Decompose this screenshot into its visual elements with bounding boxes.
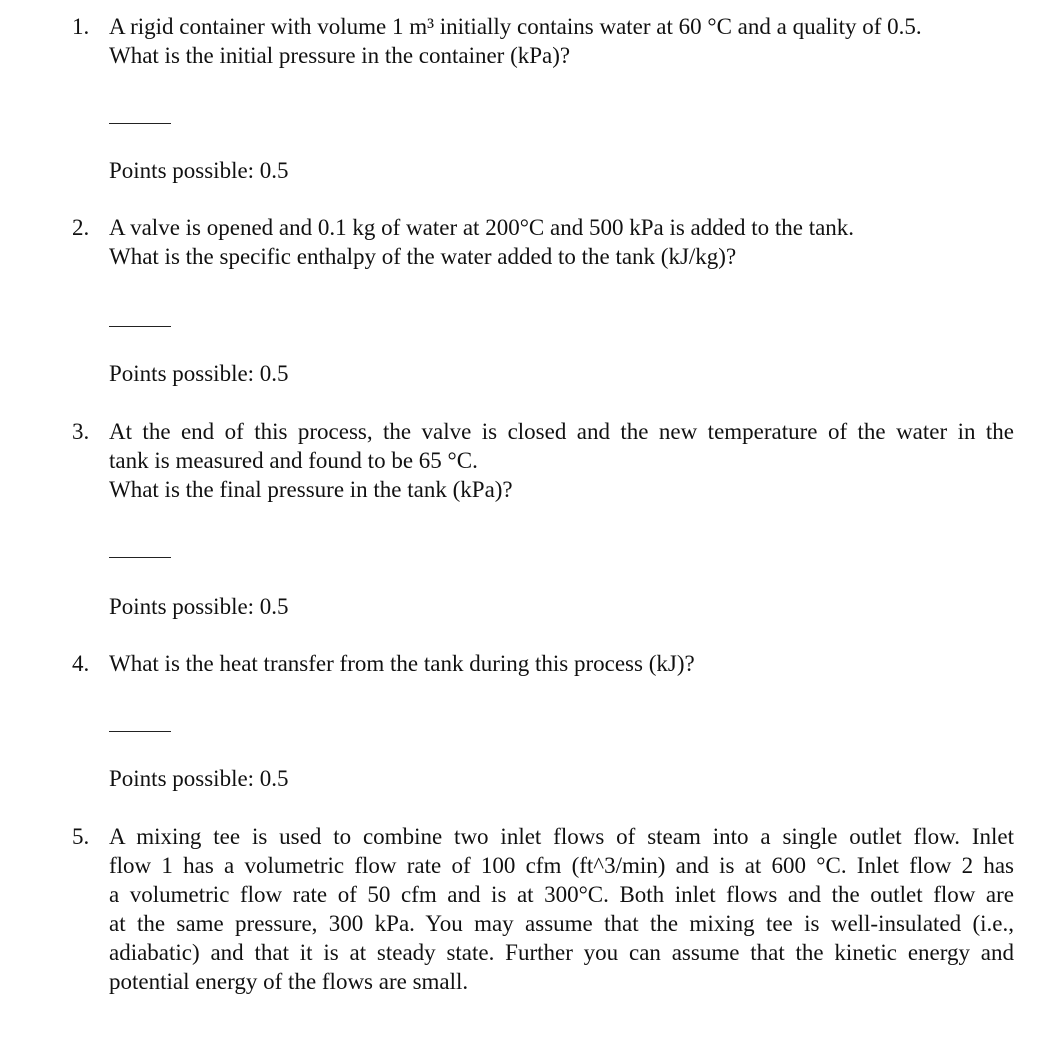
question-number: 1. (72, 14, 90, 39)
answer-blank[interactable] (109, 731, 171, 732)
points-possible: Points possible: 0.5 (109, 158, 289, 183)
answer-blank[interactable] (109, 123, 171, 124)
points-possible: Points possible: 0.5 (109, 361, 289, 386)
question-text-line: A valve is opened and 0.1 kg of water at 200°C and 500 kPa is added to the tank. (109, 215, 855, 240)
question-text-line: What is the heat transfer from the tank during this process (kJ)? (109, 651, 695, 676)
question-text-line: potential energy of the flows are small. (109, 969, 469, 994)
question-number: 2. (72, 215, 90, 240)
question-number: 3. (72, 419, 90, 444)
points-possible: Points possible: 0.5 (109, 766, 289, 791)
question-text-line: What is the initial pressure in the container (kPa)? (109, 43, 571, 68)
answer-blank[interactable] (109, 557, 171, 558)
question-text-line: What is the final pressure in the tank (kPa)? (109, 477, 513, 502)
answer-blank[interactable] (109, 326, 171, 327)
question-text-line: tank is measured and found to be 65 °C. (109, 448, 478, 473)
points-possible: Points possible: 0.5 (109, 594, 289, 619)
question-text-line: What is the specific enthalpy of the water added to the tank (kJ/kg)? (109, 244, 737, 269)
question-text-line: A rigid container with volume 1 m³ initially contains water at 60 °C and a quality of 0.5. (109, 14, 922, 39)
question-text-line: a volumetric flow rate of 50 cfm and is at 300°C. Both inlet flows and the outlet flow are (109, 882, 1014, 907)
question-text-line: A mixing tee is used to combine two inlet flows of steam into a single outlet flow. Inlet (109, 824, 1014, 849)
question-text-line: at the same pressure, 300 kPa. You may assume that the mixing tee is well-insulated (i.e., (109, 911, 1014, 936)
question-number: 5. (72, 824, 90, 849)
question-text-line: flow 1 has a volumetric flow rate of 100 cfm (ft^3/min) and is at 600 °C. Inlet flow 2 has (109, 853, 1014, 878)
question-text-line: adiabatic) and that it is at steady state. Further you can assume that the kinetic energy and (109, 940, 1014, 965)
question-number: 4. (72, 651, 90, 676)
question-text-line: At the end of this process, the valve is closed and the new temperature of the water in the (109, 419, 1014, 444)
